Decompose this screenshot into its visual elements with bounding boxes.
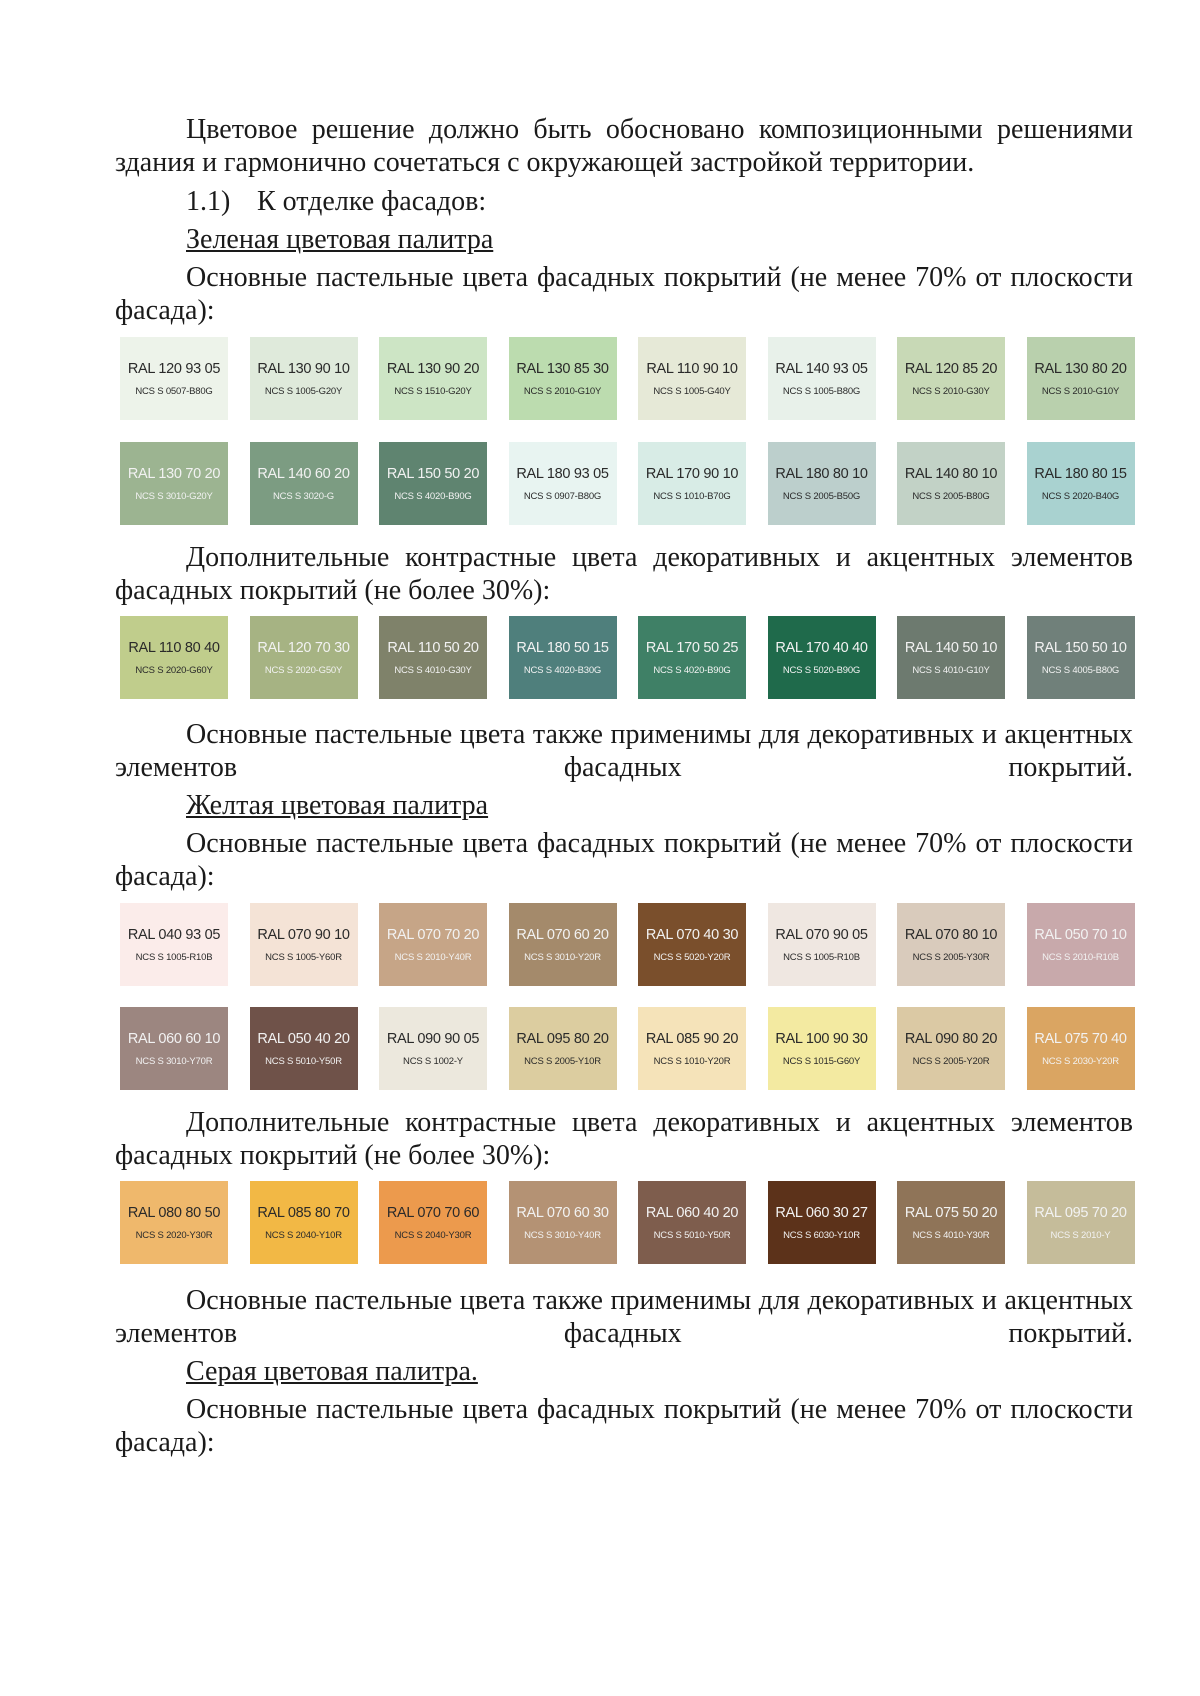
color-swatch xyxy=(379,903,487,986)
color-swatch xyxy=(768,616,876,699)
color-swatch xyxy=(897,1007,1005,1090)
swatch-ncs-code: NCS S 5010-Y50R xyxy=(265,1055,342,1067)
swatch-ncs-code: NCS S 2005-Y10R xyxy=(524,1055,601,1067)
yellow-contrast-swatches xyxy=(120,1181,1135,1264)
swatch-ral-code: RAL 130 90 20 xyxy=(386,360,480,377)
green-also-text: Основные пастельные цвета также применимы для декоративных и акцентных элементов фасадных покрытий. xyxy=(115,719,1133,783)
swatch-ral-code: RAL 120 85 20 xyxy=(904,360,998,377)
swatch-ral-code: RAL 130 70 20 xyxy=(127,465,221,482)
swatch-ral-code: RAL 120 93 05 xyxy=(127,360,221,377)
swatch-ncs-code: NCS S 2005-B50G xyxy=(782,490,861,502)
yellow-contrast-text: Дополнительные контрастные цвета декоративных и акцентных элементов фасадных покрытий (не более 30%): xyxy=(115,1107,1133,1171)
swatch-ncs-code: NCS S 2020-G60Y xyxy=(135,664,213,676)
swatch-ncs-code: NCS S 2010-G30Y xyxy=(912,385,990,397)
swatch-ral-code: RAL 140 80 10 xyxy=(904,465,998,482)
gray-palette-heading: Серая цветовая палитра. xyxy=(186,1356,478,1387)
green-main-swatches xyxy=(120,337,1135,525)
swatch-ral-code: RAL 170 40 40 xyxy=(775,639,868,656)
swatch-ral-code: RAL 170 50 25 xyxy=(645,639,739,656)
color-swatch xyxy=(768,1181,876,1264)
swatch-ral-code: RAL 140 93 05 xyxy=(775,360,868,377)
swatch-ral-code: RAL 150 50 10 xyxy=(1034,639,1127,656)
swatch-ral-code: RAL 070 70 60 xyxy=(386,1204,480,1221)
color-swatch xyxy=(1027,337,1135,420)
color-swatch xyxy=(250,337,358,420)
swatch-ral-code: RAL 085 90 20 xyxy=(645,1030,739,1047)
color-swatch xyxy=(638,903,746,986)
swatch-ncs-code: NCS S 2010-Y40R xyxy=(394,951,472,963)
swatch-ral-code: RAL 095 70 20 xyxy=(1034,1204,1127,1221)
swatch-ncs-code: NCS S 1005-G40Y xyxy=(653,385,731,397)
swatch-ral-code: RAL 180 80 15 xyxy=(1034,465,1127,482)
swatch-ral-code: RAL 100 90 30 xyxy=(775,1030,868,1047)
swatch-ral-code: RAL 130 90 10 xyxy=(257,360,350,377)
swatch-ncs-code: NCS S 2040-Y30R xyxy=(394,1229,472,1241)
color-swatch xyxy=(120,1007,228,1090)
swatch-ncs-code: NCS S 3010-Y20R xyxy=(524,951,601,963)
swatch-ncs-code: NCS S 5010-Y50R xyxy=(653,1229,731,1241)
color-swatch xyxy=(509,903,617,986)
list-item-text: К отделке фасадов: xyxy=(257,186,487,217)
swatch-ral-code: RAL 075 50 20 xyxy=(904,1204,998,1221)
swatch-ncs-code: NCS S 4020-B30G xyxy=(523,664,602,676)
list-item-number: 1.1) xyxy=(186,186,231,217)
swatch-ncs-code: NCS S 4020-B90G xyxy=(653,664,731,676)
color-swatch xyxy=(768,337,876,420)
yellow-palette-heading: Желтая цветовая палитра xyxy=(186,790,489,821)
swatch-ncs-code: NCS S 2010-G10Y xyxy=(523,385,602,397)
color-swatch xyxy=(120,337,228,420)
swatch-ncs-code: NCS S 2010-Y xyxy=(1050,1229,1111,1241)
swatch-ncs-code: NCS S 2020-B40G xyxy=(1041,490,1120,502)
color-swatch xyxy=(379,1007,487,1090)
swatch-ncs-code: NCS S 1015-G60Y xyxy=(782,1055,861,1067)
swatch-ncs-code: NCS S 0907-B80G xyxy=(523,490,602,502)
color-swatch xyxy=(638,616,746,699)
swatch-ncs-code: NCS S 3010-Y40R xyxy=(524,1229,601,1241)
swatch-ral-code: RAL 070 80 10 xyxy=(904,926,998,943)
swatch-ral-code: RAL 130 80 20 xyxy=(1034,360,1127,377)
swatch-ral-code: RAL 090 90 05 xyxy=(386,1030,480,1047)
green-contrast-text: Дополнительные контрастные цвета декоративных и акцентных элементов фасадных покрытий (не более 30%): xyxy=(115,542,1133,606)
color-swatch xyxy=(768,1007,876,1090)
yellow-also-text: Основные пастельные цвета также применимы для декоративных и акцентных элементов фасадных покрытий. xyxy=(115,1285,1133,1349)
swatch-ral-code: RAL 140 60 20 xyxy=(257,465,350,482)
swatch-ral-code: RAL 110 50 20 xyxy=(387,639,479,656)
swatch-ral-code: RAL 040 93 05 xyxy=(127,926,221,943)
color-swatch xyxy=(379,616,487,699)
swatch-ral-code: RAL 180 50 15 xyxy=(516,639,609,656)
swatch-ral-code: RAL 150 50 20 xyxy=(386,465,480,482)
swatch-ncs-code: NCS S 6030-Y10R xyxy=(783,1229,860,1241)
intro-paragraph: Цветовое решение должно быть обосновано композиционными решениями здания и гармонично сочетаться с окружающей застройкой территории. xyxy=(115,114,1133,178)
swatch-ral-code: RAL 180 80 10 xyxy=(775,465,868,482)
yellow-main-swatches xyxy=(120,903,1135,1090)
swatch-ncs-code: NCS S 5020-Y20R xyxy=(653,951,731,963)
swatch-ral-code: RAL 180 93 05 xyxy=(516,465,609,482)
swatch-ncs-code: NCS S 0507-B80G xyxy=(135,385,213,397)
swatch-ncs-code: NCS S 3010-Y70R xyxy=(135,1055,213,1067)
swatch-ncs-code: NCS S 1010-Y20R xyxy=(653,1055,731,1067)
color-swatch xyxy=(250,616,358,699)
swatch-ncs-code: NCS S 1005-G20Y xyxy=(264,385,343,397)
swatch-ral-code: RAL 070 90 05 xyxy=(775,926,868,943)
color-swatch xyxy=(250,1007,358,1090)
color-swatch xyxy=(120,616,228,699)
color-swatch xyxy=(1027,1007,1135,1090)
color-swatch xyxy=(120,442,228,525)
swatch-ncs-code: NCS S 2010-G10Y xyxy=(1041,385,1120,397)
color-swatch xyxy=(638,337,746,420)
list-item-facades xyxy=(115,185,1133,218)
color-swatch xyxy=(897,442,1005,525)
color-swatch xyxy=(120,903,228,986)
color-swatch xyxy=(1027,442,1135,525)
swatch-ncs-code: NCS S 4010-G30Y xyxy=(394,664,472,676)
green-main-text: Основные пастельные цвета фасадных покрытий (не менее 70% от плоскости фасада): xyxy=(115,262,1133,326)
swatch-ncs-code: NCS S 2005-Y20R xyxy=(912,1055,990,1067)
color-swatch xyxy=(250,1181,358,1264)
color-swatch xyxy=(509,1181,617,1264)
color-swatch xyxy=(638,1181,746,1264)
swatch-ncs-code: NCS S 2005-B80G xyxy=(912,490,990,502)
swatch-ral-code: RAL 170 90 10 xyxy=(645,465,739,482)
color-swatch xyxy=(1027,1181,1135,1264)
swatch-ncs-code: NCS S 1010-B70G xyxy=(653,490,731,502)
color-swatch xyxy=(250,442,358,525)
color-swatch xyxy=(1027,903,1135,986)
swatch-ncs-code: NCS S 5020-B90G xyxy=(782,664,861,676)
swatch-ncs-code: NCS S 1005-Y60R xyxy=(265,951,342,963)
swatch-ncs-code: NCS S 1510-G20Y xyxy=(394,385,472,397)
swatch-ral-code: RAL 075 70 40 xyxy=(1034,1030,1127,1047)
swatch-ral-code: RAL 085 80 70 xyxy=(257,1204,350,1221)
swatch-ncs-code: NCS S 1005-R10B xyxy=(783,951,860,963)
color-swatch xyxy=(120,1181,228,1264)
color-swatch xyxy=(768,903,876,986)
color-swatch xyxy=(509,442,617,525)
swatch-ral-code: RAL 080 80 50 xyxy=(127,1204,221,1221)
color-swatch xyxy=(638,1007,746,1090)
gray-main-text: Основные пастельные цвета фасадных покрытий (не менее 70% от плоскости фасада): xyxy=(115,1394,1133,1458)
swatch-ncs-code: NCS S 4005-B80G xyxy=(1041,664,1120,676)
swatch-ral-code: RAL 120 70 30 xyxy=(257,639,350,656)
swatch-ncs-code: NCS S 2010-R10B xyxy=(1042,951,1119,963)
swatch-ral-code: RAL 070 70 20 xyxy=(386,926,480,943)
color-swatch xyxy=(897,337,1005,420)
color-swatch xyxy=(509,1007,617,1090)
green-contrast-swatches xyxy=(120,616,1135,699)
color-swatch xyxy=(638,442,746,525)
swatch-ral-code: RAL 060 40 20 xyxy=(645,1204,739,1221)
swatch-ral-code: RAL 070 40 30 xyxy=(645,926,739,943)
color-swatch xyxy=(768,442,876,525)
swatch-ral-code: RAL 060 60 10 xyxy=(127,1030,221,1047)
color-swatch xyxy=(1027,616,1135,699)
swatch-ncs-code: NCS S 3020-G xyxy=(273,490,334,502)
swatch-ncs-code: NCS S 2020-Y30R xyxy=(135,1229,213,1241)
swatch-ncs-code: NCS S 1005-R10B xyxy=(135,951,213,963)
color-swatch xyxy=(509,616,617,699)
swatch-ncs-code: NCS S 4010-G10Y xyxy=(912,664,990,676)
swatch-ncs-code: NCS S 4020-B90G xyxy=(394,490,472,502)
swatch-ral-code: RAL 060 30 27 xyxy=(775,1204,868,1221)
swatch-ral-code: RAL 110 90 10 xyxy=(646,360,738,377)
color-swatch xyxy=(897,616,1005,699)
swatch-ral-code: RAL 095 80 20 xyxy=(516,1030,609,1047)
swatch-ncs-code: NCS S 1002-Y xyxy=(403,1055,463,1067)
green-palette-heading: Зеленая цветовая палитра xyxy=(186,224,494,255)
swatch-ncs-code: NCS S 2005-Y30R xyxy=(912,951,990,963)
swatch-ncs-code: NCS S 1005-B80G xyxy=(782,385,861,397)
color-swatch xyxy=(379,1181,487,1264)
swatch-ral-code: RAL 050 40 20 xyxy=(257,1030,350,1047)
swatch-ncs-code: NCS S 2020-G50Y xyxy=(264,664,343,676)
color-swatch xyxy=(897,903,1005,986)
color-swatch xyxy=(897,1181,1005,1264)
color-swatch xyxy=(509,337,617,420)
swatch-ral-code: RAL 050 70 10 xyxy=(1034,926,1127,943)
swatch-ral-code: RAL 130 85 30 xyxy=(516,360,609,377)
swatch-ral-code: RAL 110 80 40 xyxy=(128,639,220,656)
swatch-ncs-code: NCS S 4010-Y30R xyxy=(912,1229,990,1241)
swatch-ncs-code: NCS S 2040-Y10R xyxy=(265,1229,342,1241)
swatch-ral-code: RAL 070 90 10 xyxy=(257,926,350,943)
swatch-ncs-code: NCS S 2030-Y20R xyxy=(1042,1055,1119,1067)
swatch-ral-code: RAL 140 50 10 xyxy=(904,639,998,656)
swatch-ral-code: RAL 090 80 20 xyxy=(904,1030,998,1047)
swatch-ncs-code: NCS S 3010-G20Y xyxy=(135,490,213,502)
color-swatch xyxy=(379,442,487,525)
color-swatch xyxy=(250,903,358,986)
yellow-main-text: Основные пастельные цвета фасадных покрытий (не менее 70% от плоскости фасада): xyxy=(115,828,1133,892)
swatch-ral-code: RAL 070 60 20 xyxy=(516,926,609,943)
swatch-ral-code: RAL 070 60 30 xyxy=(516,1204,609,1221)
color-swatch xyxy=(379,337,487,420)
